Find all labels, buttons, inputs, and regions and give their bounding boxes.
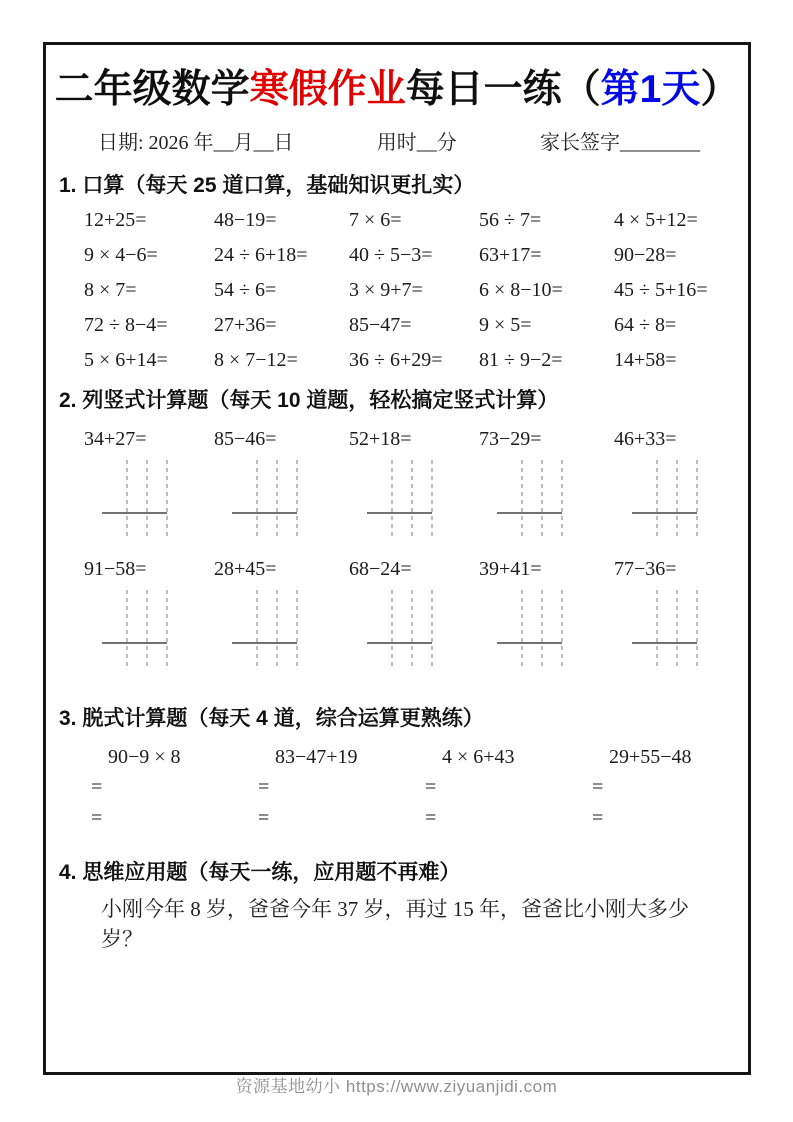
oral-problem: 81 ÷ 9−2= <box>479 349 563 371</box>
stepwise-equals-line: = <box>425 776 437 798</box>
oral-problem: 12+25= <box>84 209 147 231</box>
vertical-problem: 39+41= <box>479 558 542 580</box>
time-field: 用时__分 <box>376 132 457 154</box>
word-problem-text: 小刚今年 8 岁，爸爸今年 37 岁，再过 15 年，爸爸比小刚大多少岁？ <box>101 897 689 951</box>
section-4-header: 4. 思维应用题（每天一练，应用题不再难） <box>59 861 461 884</box>
oral-problem: 4 × 5+12= <box>614 209 698 231</box>
title-holiday: 寒假作业 <box>249 68 406 111</box>
vertical-problem: 46+33= <box>614 428 677 450</box>
vertical-work-grid <box>100 458 214 542</box>
oral-problem: 85−47= <box>349 314 412 336</box>
vertical-work-grid-lines <box>365 588 435 672</box>
vertical-problem: 28+45= <box>214 558 277 580</box>
vertical-work-grid <box>495 458 614 542</box>
title-paren-close: ） <box>700 68 740 111</box>
stepwise-problem: 4 × 6+43 <box>442 746 515 768</box>
oral-problem: 48−19= <box>214 209 277 231</box>
vertical-work-grid-lines <box>630 588 700 672</box>
stepwise-problem-grid <box>46 742 748 834</box>
title-day: 第1天 <box>600 68 701 111</box>
vertical-problem: 91−58= <box>84 558 147 580</box>
vertical-problem-cell <box>614 425 736 542</box>
oral-problem: 90−28= <box>614 244 677 266</box>
oral-problem: 63+17= <box>479 244 542 266</box>
vertical-work-grid-lines <box>495 458 565 542</box>
oral-problem: 72 ÷ 8−4= <box>84 314 168 336</box>
title-grade: 二年级数学 <box>54 68 250 111</box>
vertical-work-grid <box>630 588 736 672</box>
stepwise-equals-line: = <box>91 807 103 829</box>
footer-watermark: 资源基地幼小 https://www.ziyuanjidi.com <box>235 1077 558 1096</box>
oral-problem: 54 ÷ 6= <box>214 279 277 301</box>
section-3-header: 3. 脱式计算题（每天 4 道，综合运算更熟练） <box>59 707 484 730</box>
stepwise-problem-cell <box>78 742 245 834</box>
vertical-problem-cell <box>349 425 479 542</box>
vertical-problem-cell <box>84 555 214 672</box>
vertical-problem-cell <box>84 425 214 542</box>
title-paren-open: （ <box>561 68 601 111</box>
stepwise-problem: 29+55−48 <box>609 746 692 768</box>
vertical-work-grid <box>230 458 349 542</box>
vertical-problem-cell <box>614 555 736 672</box>
oral-problem: 9 × 5= <box>479 314 532 336</box>
vertical-work-grid-lines <box>495 588 565 672</box>
date-field: 日期: 2026 年__月__日 <box>98 132 294 154</box>
stepwise-equals-line: = <box>258 776 270 798</box>
stepwise-equals-line: = <box>425 807 437 829</box>
oral-problem: 40 ÷ 5−3= <box>349 244 433 266</box>
vertical-work-grid <box>100 588 214 672</box>
stepwise-equals-line: = <box>592 776 604 798</box>
vertical-work-grid-lines <box>365 458 435 542</box>
stepwise-problem: 90−9 × 8 <box>108 746 181 768</box>
stepwise-problem: 83−47+19 <box>275 746 358 768</box>
vertical-work-grid-lines <box>630 458 700 542</box>
vertical-problem: 52+18= <box>349 428 412 450</box>
oral-problem: 45 ÷ 5+16= <box>614 279 708 301</box>
oral-problem: 36 ÷ 6+29= <box>349 349 443 371</box>
vertical-problem: 85−46= <box>214 428 277 450</box>
oral-problem: 3 × 9+7= <box>349 279 423 301</box>
oral-problem: 8 × 7−12= <box>214 349 298 371</box>
vertical-work-grid-lines <box>100 588 170 672</box>
vertical-problem-cell <box>479 425 614 542</box>
vertical-work-grid <box>230 588 349 672</box>
vertical-problem-cell <box>479 555 614 672</box>
vertical-work-grid-lines <box>230 458 300 542</box>
vertical-work-grid <box>495 588 614 672</box>
oral-problem: 56 ÷ 7= <box>479 209 542 231</box>
oral-problem: 8 × 7= <box>84 279 137 301</box>
oral-problem: 24 ÷ 6+18= <box>214 244 308 266</box>
oral-problem: 6 × 8−10= <box>479 279 563 301</box>
oral-problem: 5 × 6+14= <box>84 349 168 371</box>
vertical-work-grid <box>365 458 479 542</box>
stepwise-equals-line: = <box>91 776 103 798</box>
stepwise-equals-line: = <box>258 807 270 829</box>
vertical-work-grid-lines <box>100 458 170 542</box>
oral-problem: 7 × 6= <box>349 209 402 231</box>
signature-field: 家长签字________ <box>540 132 700 154</box>
vertical-problem: 34+27= <box>84 428 147 450</box>
oral-problem-grid <box>46 203 748 378</box>
vertical-work-grid <box>365 588 479 672</box>
title-practice: 每日一练 <box>405 68 562 111</box>
vertical-problem-cell <box>349 555 479 672</box>
vertical-problem: 68−24= <box>349 558 412 580</box>
meta-row <box>46 129 748 157</box>
oral-problem: 64 ÷ 8= <box>614 314 677 336</box>
oral-problem: 9 × 4−6= <box>84 244 158 266</box>
page-title <box>46 67 748 113</box>
stepwise-problem-cell <box>245 742 412 834</box>
section-1-header: 1. 口算（每天 25 道口算，基础知识更扎实） <box>59 174 475 197</box>
worksheet-frame <box>43 42 751 1075</box>
stepwise-equals-line: = <box>592 807 604 829</box>
vertical-problem-cell <box>214 555 349 672</box>
vertical-problem-grid <box>46 425 748 685</box>
stepwise-problem-cell <box>579 742 748 834</box>
vertical-work-grid-lines <box>230 588 300 672</box>
vertical-problem: 73−29= <box>479 428 542 450</box>
vertical-work-grid <box>630 458 736 542</box>
vertical-problem-cell <box>214 425 349 542</box>
stepwise-problem-cell <box>412 742 579 834</box>
oral-problem: 27+36= <box>214 314 277 336</box>
vertical-problem: 77−36= <box>614 558 677 580</box>
oral-problem: 14+58= <box>614 349 677 371</box>
section-2-header: 2. 列竖式计算题（每天 10 道题，轻松搞定竖式计算） <box>59 389 559 412</box>
